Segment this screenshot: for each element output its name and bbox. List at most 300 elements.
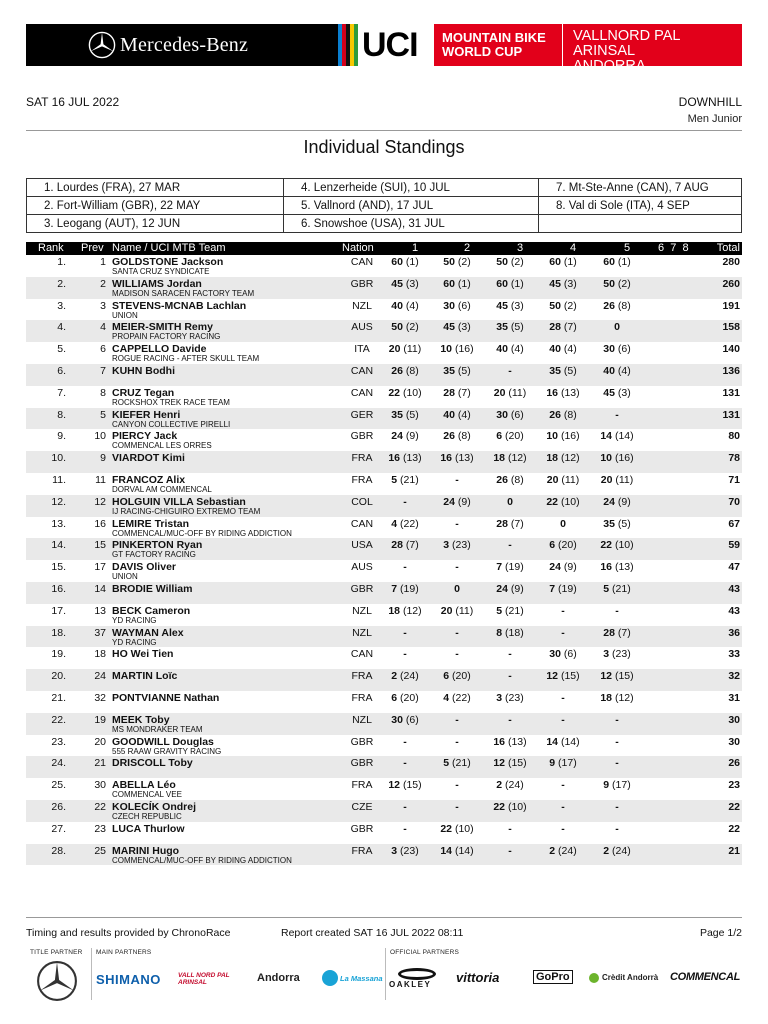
round-points: 50	[391, 321, 403, 334]
round-position: (11)	[508, 386, 527, 399]
round-points: 12	[493, 757, 506, 770]
total-points: 136	[722, 364, 740, 377]
round-position: (1)	[563, 256, 577, 268]
round-position: (8)	[617, 299, 631, 312]
prev-rank-cell: 25	[94, 844, 106, 857]
round-result-cell	[536, 256, 590, 268]
round-position: (10)	[454, 822, 474, 835]
round-result-cell	[590, 561, 644, 573]
prev-rank-cell: 2	[100, 277, 106, 290]
round-points: 24	[391, 430, 403, 443]
prev-rank-cell: 23	[94, 822, 106, 835]
round-points: -	[455, 648, 459, 661]
commencal-logo: COMMENCAL	[670, 971, 741, 983]
table-row	[26, 386, 742, 408]
round-position: (17)	[612, 779, 631, 792]
round-points: 30	[496, 408, 508, 421]
round-result-cell	[378, 300, 432, 312]
prev-rank-cell: 37	[94, 626, 106, 639]
round-position: (6)	[510, 408, 524, 421]
round-position: (9)	[457, 495, 471, 508]
round-result-cell	[536, 474, 590, 486]
round-cell: 8. Val di Sole (ITA), 4 SEP	[539, 197, 742, 215]
round-position: (22)	[400, 517, 419, 530]
round-points: 9	[549, 757, 556, 770]
round-position: (14)	[560, 735, 580, 748]
round-position: (19)	[505, 561, 524, 574]
round-result-cell	[590, 670, 644, 682]
round-position: (10)	[614, 539, 634, 552]
round-position: (8)	[510, 473, 524, 486]
table-row	[26, 713, 742, 735]
round-result-cell	[483, 670, 537, 682]
round-result-cell	[483, 757, 537, 769]
round-points: 6	[549, 539, 556, 552]
table-row	[26, 364, 742, 386]
round-result-cell	[536, 692, 590, 704]
nation-cell: FRA	[351, 691, 373, 704]
rider-team: YD RACING	[112, 615, 157, 625]
nation-cell: GBR	[350, 757, 374, 770]
rider-team: UNION	[112, 310, 138, 320]
round-result-cell	[536, 430, 590, 442]
round-points: -	[615, 757, 619, 770]
round-points: 8	[496, 626, 503, 639]
round-cell: 2. Fort-William (GBR), 22 MAY	[27, 197, 284, 215]
mercedes-benz-logo	[26, 24, 338, 66]
nation-cell: GBR	[350, 822, 374, 835]
title-partner-label: TITLE PARTNER	[30, 949, 83, 956]
round-position: (15)	[560, 670, 580, 683]
rank-cell: 4.	[57, 321, 66, 334]
rank-cell: 27.	[51, 822, 66, 835]
table-row	[26, 495, 742, 517]
round-result-cell	[590, 605, 644, 617]
round-points: 2	[603, 844, 610, 857]
round-result-cell	[590, 692, 644, 704]
round-points: 60	[496, 277, 508, 290]
rank-cell: 26.	[51, 800, 66, 813]
round-points: -	[508, 539, 512, 552]
round-position: (5)	[563, 364, 577, 377]
round-position: (5)	[457, 364, 471, 377]
round-position: (16)	[614, 452, 634, 465]
round-points: -	[561, 779, 565, 792]
nation-cell: FRA	[351, 670, 373, 683]
total-points: 30	[728, 735, 740, 748]
venue-title	[562, 24, 742, 74]
round-result-cell	[483, 779, 537, 791]
round-position: (3)	[617, 386, 631, 399]
prev-rank-cell: 4	[100, 321, 106, 334]
round-position: (5)	[405, 408, 419, 421]
round-result-cell	[483, 583, 537, 595]
prev-rank-cell: 13	[94, 604, 106, 617]
nation-cell: AUS	[351, 321, 373, 334]
partner-divider	[91, 948, 92, 1000]
rank-cell: 8.	[57, 408, 66, 421]
rank-cell: 13.	[51, 517, 66, 530]
round-position: (21)	[452, 757, 471, 770]
mercedes-star-icon	[88, 31, 116, 59]
round-position: (17)	[558, 757, 577, 770]
round-points: 35	[603, 517, 615, 530]
round-points: 20	[546, 473, 559, 486]
round-result-cell	[378, 496, 432, 508]
round-result-cell	[590, 278, 644, 290]
round-result-cell	[590, 823, 644, 835]
round-position: (8)	[457, 430, 471, 443]
uci-rainbow-stripes	[338, 24, 358, 66]
round-result-cell	[483, 496, 537, 508]
total-points: 78	[728, 452, 740, 465]
round-position: (2)	[510, 256, 524, 268]
standings-list	[26, 255, 742, 865]
round-result-cell	[378, 474, 432, 486]
round-points: 40	[391, 299, 403, 312]
total-points: 22	[728, 822, 740, 835]
rider-name: KOLECÍK Ondrej	[112, 800, 197, 813]
rank-cell: 15.	[51, 561, 66, 574]
round-position: (18)	[505, 626, 524, 639]
round-points: 18	[493, 452, 506, 465]
timing-provider: Timing and results provided by ChronoRace	[26, 927, 231, 939]
round-result-cell	[483, 474, 537, 486]
round-position: (9)	[617, 495, 631, 508]
round-points: -	[455, 713, 459, 726]
round-points: 35	[391, 408, 403, 421]
round-points: 24	[549, 561, 561, 574]
nation-cell: GER	[350, 408, 374, 421]
round-points: -	[508, 713, 512, 726]
table-row	[26, 735, 742, 757]
round-position: (20)	[400, 691, 419, 704]
round-points: -	[615, 408, 619, 421]
round-points: -	[455, 735, 459, 748]
divider	[26, 130, 742, 131]
round-points: -	[403, 495, 407, 508]
round-points: 10	[440, 343, 453, 356]
col-name: Name / UCI MTB Team	[112, 242, 226, 254]
total-points: 71	[728, 473, 740, 486]
series-line-2: WORLD CUP	[442, 44, 523, 59]
total-points: 22	[728, 800, 740, 813]
round-result-cell	[430, 321, 484, 333]
round-points: 28	[603, 626, 615, 639]
rider-name: CAPPELLO Davide	[112, 343, 207, 356]
round-result-cell	[378, 736, 432, 748]
round-result-cell	[483, 714, 537, 726]
round-points: -	[561, 800, 565, 813]
round-points: 12	[600, 670, 613, 683]
total-points: 67	[728, 517, 740, 530]
rank-cell: 19.	[51, 648, 66, 661]
round-result-cell	[430, 409, 484, 421]
vallnord-logo: VALL NORD PAL ARINSAL	[178, 972, 230, 986]
round-position: (10)	[507, 800, 527, 813]
round-points: 7	[496, 561, 503, 574]
round-points: 26	[603, 299, 615, 312]
round-result-cell	[378, 583, 432, 595]
round-result-cell	[590, 256, 644, 268]
round-position: (14)	[454, 844, 474, 857]
round-points: 22	[440, 822, 453, 835]
round-position: (1)	[457, 277, 471, 290]
round-points: 18	[388, 604, 401, 617]
rider-name: PINKERTON Ryan	[112, 539, 203, 552]
round-points: -	[508, 364, 512, 377]
round-points: 35	[496, 321, 508, 334]
round-result-cell	[536, 343, 590, 355]
round-position: (16)	[560, 430, 580, 443]
round-result-cell	[483, 321, 537, 333]
round-points: -	[508, 670, 512, 683]
rider-name: PONTVIANNE Nathan	[112, 691, 220, 704]
round-result-cell	[536, 278, 590, 290]
round-points: 50	[496, 256, 508, 268]
rank-cell: 7.	[57, 386, 66, 399]
prev-rank-cell: 30	[94, 779, 106, 792]
round-result-cell	[378, 452, 432, 464]
round-points: 45	[496, 299, 508, 312]
nation-cell: GBR	[350, 582, 374, 595]
round-result-cell	[590, 474, 644, 486]
round-points: 30	[391, 713, 403, 726]
round-result-cell	[483, 387, 537, 399]
round-points: -	[455, 626, 459, 639]
round-position: (7)	[617, 626, 631, 639]
table-row	[26, 626, 742, 648]
round-points: 10	[600, 452, 613, 465]
rider-name: ABELLA Léo	[112, 779, 176, 792]
rank-cell: 21.	[51, 691, 66, 704]
round-position: (8)	[563, 408, 577, 421]
nation-cell: ITA	[354, 343, 370, 356]
total-points: 80	[728, 430, 740, 443]
round-position: (24)	[612, 844, 631, 857]
main-partners-label: MAIN PARTNERS	[96, 949, 152, 956]
round-position: (7)	[457, 386, 471, 399]
credit-andorra-logo: Crèdit Andorrà	[602, 973, 659, 982]
round-position: (23)	[612, 648, 631, 661]
round-points: -	[508, 822, 512, 835]
round-position: (23)	[505, 691, 524, 704]
round-points: 3	[496, 691, 503, 704]
col-r5: 5	[624, 242, 631, 254]
round-position: (24)	[400, 670, 419, 683]
round-position: (11)	[561, 473, 580, 486]
round-points: 40	[496, 343, 508, 356]
total-points: 32	[728, 670, 740, 683]
rank-cell: 14.	[51, 539, 66, 552]
venue-line-1: VALLNORD PAL ARINSAL	[573, 28, 680, 59]
round-result-cell	[536, 496, 590, 508]
round-points: -	[561, 604, 565, 617]
round-result-cell	[378, 409, 432, 421]
round-position: (4)	[510, 343, 524, 356]
nation-cell: COL	[351, 495, 373, 508]
round-points: 28	[443, 386, 455, 399]
round-result-cell	[536, 736, 590, 748]
round-points: 5	[391, 473, 398, 486]
col-r678: 6 7 8	[658, 242, 689, 254]
round-points: 14	[440, 844, 453, 857]
nation-cell: CAN	[350, 648, 374, 661]
round-position: (2)	[457, 256, 471, 268]
round-points: 30	[549, 648, 561, 661]
round-position: (4)	[457, 408, 471, 421]
page-number: Page 1/2	[699, 927, 742, 939]
venue-line-2: ANDORRA	[573, 58, 646, 74]
shimano-logo: SHIMANO	[96, 972, 161, 987]
rider-name: GOODWILL Douglas	[112, 735, 214, 748]
round-result-cell	[378, 779, 432, 791]
round-points: -	[561, 691, 565, 704]
round-result-cell	[378, 343, 432, 355]
col-r1: 1	[412, 242, 419, 254]
round-points: 16	[493, 735, 506, 748]
round-points: 60	[443, 277, 455, 290]
rider-name: WILLIAMS Jordan	[112, 277, 202, 290]
round-result-cell	[590, 845, 644, 857]
round-position: (13)	[402, 452, 422, 465]
nation-cell: NZL	[352, 626, 372, 639]
round-result-cell	[430, 627, 484, 639]
nation-cell: CAN	[350, 256, 374, 268]
round-position: (6)	[617, 343, 631, 356]
round-result-cell	[536, 583, 590, 595]
round-points: -	[455, 473, 459, 486]
round-position: (7)	[510, 517, 524, 530]
uci-wordmark: UCI	[362, 25, 418, 64]
round-points: -	[403, 648, 407, 661]
partner-divider	[385, 948, 386, 1000]
col-r4: 4	[570, 242, 577, 254]
round-result-cell	[430, 670, 484, 682]
round-result-cell	[536, 452, 590, 464]
uci-logo	[338, 24, 434, 66]
round-result-cell	[483, 278, 537, 290]
rider-name: DRISCOLL Toby	[112, 757, 193, 770]
nation-cell: NZL	[352, 299, 372, 312]
round-result-cell	[483, 300, 537, 312]
round-result-cell	[430, 779, 484, 791]
round-result-cell	[536, 518, 590, 530]
round-result-cell	[378, 801, 432, 813]
nation-cell: CZE	[351, 800, 373, 813]
round-result-cell	[378, 714, 432, 726]
prev-rank-cell: 8	[100, 386, 106, 399]
round-points: -	[615, 735, 619, 748]
rank-cell: 9.	[57, 430, 66, 443]
round-position: (11)	[455, 604, 474, 617]
rider-team: 555 RAAW GRAVITY RACING	[112, 746, 222, 756]
round-result-cell	[483, 343, 537, 355]
round-points: -	[615, 822, 619, 835]
prev-rank-cell: 9	[100, 452, 106, 465]
nation-cell: FRA	[351, 473, 373, 486]
round-points: -	[615, 713, 619, 726]
total-points: 191	[722, 299, 740, 312]
round-result-cell	[378, 757, 432, 769]
round-result-cell	[536, 845, 590, 857]
rider-team: ROCKSHOX TREK RACE TEAM	[112, 397, 230, 407]
round-result-cell	[378, 561, 432, 573]
round-points: -	[403, 800, 407, 813]
round-position: (24)	[505, 779, 524, 792]
round-result-cell	[590, 430, 644, 442]
rank-cell: 12.	[51, 495, 66, 508]
andorra-logo: Andorra	[257, 972, 300, 984]
standings-header	[26, 242, 742, 255]
round-points: 16	[546, 386, 559, 399]
la-massana-logo: La Massana	[340, 974, 383, 983]
table-row	[26, 408, 742, 430]
total-points: 43	[728, 604, 740, 617]
discipline: DOWNHILL	[678, 95, 742, 109]
round-result-cell	[590, 387, 644, 399]
round-points: 10	[546, 430, 559, 443]
round-position: (1)	[405, 256, 419, 268]
prev-rank-cell: 16	[94, 517, 106, 530]
round-result-cell	[430, 387, 484, 399]
round-result-cell	[430, 845, 484, 857]
rider-name: KUHN Bodhi	[112, 364, 175, 377]
table-row	[26, 756, 742, 778]
rank-cell: 11.	[52, 473, 66, 486]
rider-team: MADISON SARACEN FACTORY TEAM	[112, 288, 255, 298]
round-points: 5	[443, 757, 450, 770]
rank-cell: 10.	[51, 452, 66, 465]
round-points: 0	[454, 582, 460, 595]
round-points: 26	[549, 408, 561, 421]
round-points: 22	[388, 386, 401, 399]
round-position: (9)	[510, 582, 524, 595]
round-position: (12)	[614, 691, 634, 704]
round-position: (8)	[405, 364, 419, 377]
round-cell: 7. Mt-Ste-Anne (CAN), 7 AUG	[539, 179, 742, 197]
total-points: 131	[722, 386, 740, 399]
round-result-cell	[536, 365, 590, 377]
total-points: 140	[722, 343, 740, 356]
rider-name: FRANCOZ Alix	[112, 473, 186, 486]
round-result-cell	[430, 474, 484, 486]
round-points: 22	[546, 495, 559, 508]
round-cell	[539, 215, 742, 233]
nation-cell: AUS	[351, 561, 373, 574]
round-points: 60	[391, 256, 403, 268]
round-position: (13)	[454, 452, 474, 465]
round-points: -	[455, 561, 459, 574]
rank-cell: 25.	[51, 779, 66, 792]
round-position: (7)	[563, 321, 577, 334]
nation-cell: USA	[351, 539, 373, 552]
rider-team: COMMENCAL VEE	[112, 790, 182, 800]
rider-team: COMMENCAL LES ORRES	[112, 441, 212, 451]
total-points: 43	[728, 582, 740, 595]
round-result-cell	[430, 365, 484, 377]
round-points: 5	[603, 582, 610, 595]
round-points: -	[403, 626, 407, 639]
round-position: (14)	[614, 430, 634, 443]
total-points: 70	[728, 495, 740, 508]
round-result-cell	[590, 779, 644, 791]
round-position: (9)	[563, 561, 577, 574]
round-result-cell	[536, 801, 590, 813]
round-position: (3)	[405, 277, 419, 290]
round-cell: 5. Vallnord (AND), 17 JUL	[284, 197, 539, 215]
round-points: 3	[603, 648, 610, 661]
